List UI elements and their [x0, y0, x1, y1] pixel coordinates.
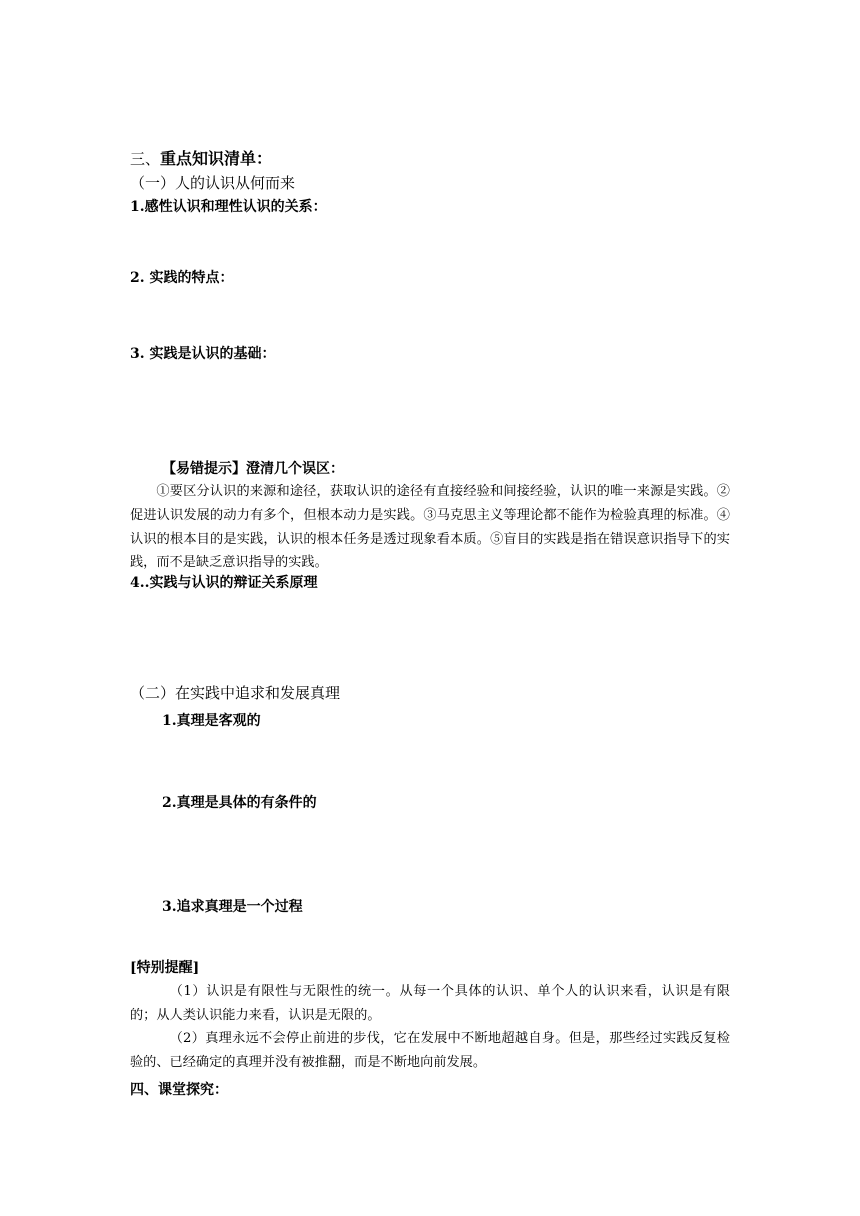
- special-reminder-point-1: （1）认识是有限性与无限性的统一。从每一个具体的认识、单个人的认识来看，认识是有限的；从人类认识能力来看，认识是无限的。: [130, 984, 730, 1023]
- special-reminder-point-2: （2）真理永远不会停止前进的步伐，它在发展中不断地超越自身。但是，那些经过实践反复检验的、已经确定的真理并没有被推翻，而是不断地向前发展。: [130, 1031, 730, 1070]
- part-one-item-3: 3. 实践是认识的基础：: [130, 346, 276, 362]
- part-one-item-1: 1.感性认识和理性认识的关系：: [130, 199, 327, 215]
- error-tip-title: 【易错提示】澄清几个误区：: [162, 461, 344, 477]
- section-three-title: 重点知识清单：: [160, 149, 273, 168]
- section-three-heading: [130, 150, 272, 169]
- special-reminder-title: [特别提醒]: [130, 960, 200, 976]
- error-tip-body: ①要区分认识的来源和途径，获取认识的途径有直接经验和间接经验，认识的唯一来源是实践。②促进认识发展的动力有多个，但根本动力是实践。③马克思主义等理论都不能作为检验真理的标准。④认识的根本目的是实践，认识的根本任务是透过现象看本质。⑤盲目的实践是指在错误意识指导下的实践，而不是缺乏意识指导的实践。: [130, 484, 730, 571]
- part-two-heading: （二）在实践中追求和发展真理: [130, 684, 341, 702]
- part-two-item-3: 3.追求真理是一个过程: [162, 899, 303, 915]
- part-one-item-4: 4..实践与认识的辩证关系原理: [130, 575, 318, 591]
- part-two-item-2: 2.真理是具体的有条件的: [162, 795, 317, 811]
- part-one-item-2: 2. 实践的特点：: [130, 270, 234, 286]
- section-three-number: 三、: [130, 150, 161, 168]
- part-one-heading: （一）人的认识从何而来: [130, 174, 296, 192]
- section-four-heading: 四、课堂探究：: [130, 1082, 228, 1098]
- part-two-item-1: 1.真理是客观的: [162, 713, 261, 729]
